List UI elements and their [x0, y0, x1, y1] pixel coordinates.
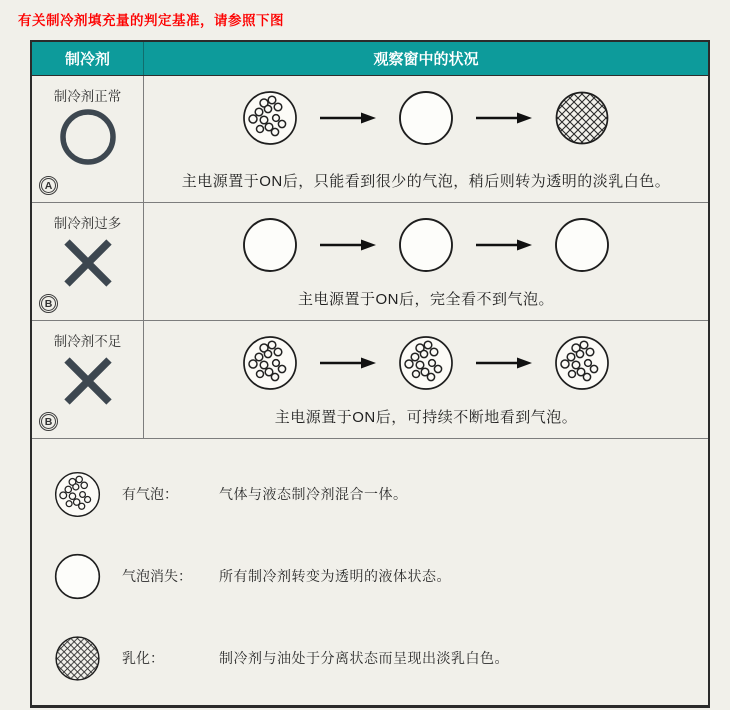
- sight-glass: [554, 90, 610, 146]
- sight-glass-empty-icon: [398, 217, 454, 273]
- sight-glass: [242, 335, 298, 391]
- arrow-right-icon: [475, 238, 533, 252]
- arrow: [319, 111, 377, 125]
- sight-glass: [398, 335, 454, 391]
- row-overcharged-label-cell: [32, 203, 144, 320]
- header-cell-sight-glass: 观察窗中的状况: [373, 51, 479, 68]
- status-bad-cross-icon: [57, 353, 119, 409]
- table-header-row: [32, 42, 708, 76]
- arrow-right-icon: [319, 238, 377, 252]
- row-undercharged-diagram-cell: [144, 321, 708, 438]
- arrow-right-icon: [475, 111, 533, 125]
- sight-glass-sequence: [150, 335, 702, 391]
- row-description: 主电源置于ON后，只能看到很少的气泡，稍后则转为透明的淡乳白色。: [181, 173, 671, 190]
- row-symbol: [58, 108, 118, 166]
- row-normal-label-cell: [32, 76, 144, 202]
- row-symbol: [57, 353, 119, 409]
- legend-description: 气体与液态制冷剂混合一体。: [219, 486, 408, 502]
- sight-glass-bubbles-icon: [242, 90, 298, 146]
- sight-glass-sequence: [150, 90, 702, 146]
- row-label: 制冷剂不足: [53, 334, 122, 349]
- sight-glass: [398, 90, 454, 146]
- legend-item-no-bubbles: [32, 535, 708, 617]
- legend-description: 制冷剂与油处于分离状态而呈现出淡乳白色。: [219, 650, 509, 666]
- row-description: 主电源置于ON后，完全看不到气泡。: [297, 291, 554, 308]
- legend-term: 有气泡：: [122, 486, 178, 502]
- table-row-overcharged: [32, 203, 708, 321]
- sight-glass-empty-icon: [242, 217, 298, 273]
- sight-glass: [554, 335, 610, 391]
- sight-glass-empty-icon: [54, 553, 101, 600]
- sight-glass-emulsified-icon: [54, 635, 101, 682]
- sight-glass-bubbles-icon: [242, 335, 298, 391]
- legend-item-emulsified: [32, 617, 708, 699]
- legend-description: 所有制冷剂转变为透明的液体状态。: [219, 568, 451, 584]
- row-undercharged-label-cell: [32, 321, 144, 438]
- arrow-right-icon: [319, 356, 377, 370]
- badge-letter: B: [41, 414, 56, 429]
- legend-icon: [54, 635, 101, 682]
- legend-term: 乳化：: [122, 650, 164, 666]
- sight-glass-empty-icon: [398, 90, 454, 146]
- status-bad-cross-icon: [57, 235, 119, 291]
- row-label: 制冷剂过多: [53, 216, 122, 231]
- row-symbol: [57, 235, 119, 291]
- arrow: [475, 238, 533, 252]
- sight-glass-bubbles-icon: [554, 335, 610, 391]
- sight-glass-empty-icon: [554, 217, 610, 273]
- arrow: [475, 111, 533, 125]
- sight-glass: [398, 217, 454, 273]
- sight-glass-bubbles-icon: [398, 335, 454, 391]
- legend-icon: [54, 471, 101, 518]
- legend-icon: [54, 553, 101, 600]
- arrow-right-icon: [319, 111, 377, 125]
- row-normal-diagram-cell: [144, 76, 708, 202]
- sight-glass: [242, 90, 298, 146]
- legend-section: [32, 439, 708, 705]
- badge-letter: B: [41, 296, 56, 311]
- sight-glass-bubbles-icon: [54, 471, 101, 518]
- row-label: 制冷剂正常: [53, 89, 122, 104]
- sight-glass: [242, 217, 298, 273]
- page-title: 有关制冷剂填充量的判定基准，请参照下图: [18, 13, 284, 28]
- header-cell-refrigerant: 制冷剂: [32, 42, 144, 75]
- arrow: [475, 356, 533, 370]
- row-overcharged-diagram-cell: [144, 203, 708, 320]
- status-normal-ring-icon: [58, 108, 118, 166]
- sight-glass-sequence: [150, 217, 702, 273]
- table-row-normal: [32, 76, 708, 203]
- badge-letter: A: [41, 178, 56, 193]
- arrow: [319, 356, 377, 370]
- legend-item-bubbles: [32, 453, 708, 535]
- sight-glass-emulsified-icon: [554, 90, 610, 146]
- arrow: [319, 238, 377, 252]
- sight-glass: [554, 217, 610, 273]
- criteria-table: [30, 40, 710, 708]
- row-description: 主电源置于ON后，可持续不断地看到气泡。: [274, 409, 578, 426]
- legend-term: 气泡消失：: [122, 568, 192, 584]
- arrow-right-icon: [475, 356, 533, 370]
- table-row-undercharged: [32, 321, 708, 439]
